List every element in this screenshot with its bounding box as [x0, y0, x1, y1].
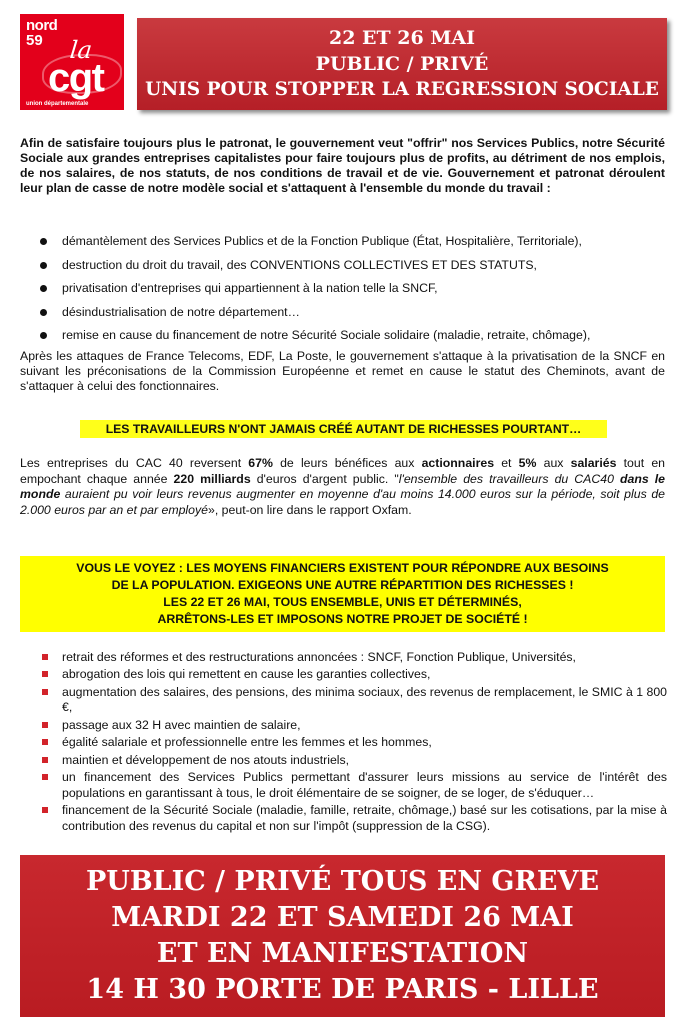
list-item: démantèlement des Services Publics et de la Fonction Publique (État, Hospitalière, Territoriale), — [40, 234, 660, 249]
richesses-heading: LES TRAVAILLEURS N'ONT JAMAIS CRÉÉ AUTANT DE RICHESSES POURTANT… — [80, 420, 607, 438]
bullet-square-icon — [42, 722, 48, 728]
logo-subtitle: union départementale — [26, 101, 89, 107]
intro-paragraph: Afin de satisfaire toujours plus le patronat, le gouvernement veut "offrir" nos Services Publics, notre Sécurité Sociale aux grandes entreprises capitalistes pour faire toujours plus de profits, au détriment de nos emplois, de nos salaires, de nos statuts, de nos conditions de travail et de vie. Gouvernement et patronat déroulent leur plan de casse de notre modèle social et s'attaquent à l'ensemble du monde du travail : — [20, 136, 665, 195]
cac40-paragraph: Les entreprises du CAC 40 reversent 67% de leurs bénéfices aux actionnaires et 5% aux salariés tout en empochant chaque année 220 milliards d'euros d'argent public. "l'ensemble des travailleurs du CAC40 dans le monde auraient pu voir leurs revenus augmenter en moyenne d'au moins 14.000 euros sur la période, soit plus de 2.000 euros par an et par employé», peut-on lire dans le rapport Oxfam. — [20, 456, 665, 517]
callout-line-2: DE LA POPULATION. EXIGEONS UNE AUTRE RÉPARTITION DES RICHESSES ! — [111, 578, 574, 592]
list-item: remise en cause du financement de notre Sécurité Sociale solidaire (maladie, retraite, chômage), — [40, 328, 660, 343]
logo-region-number: 59 — [26, 32, 43, 49]
bullet-square-icon — [42, 689, 48, 695]
bullet-dot-icon — [40, 332, 47, 339]
title-line-2: PUBLIC / PRIVÉ — [315, 53, 489, 75]
bullet-square-icon — [42, 774, 48, 780]
list-item: financement de la Sécurité Sociale (maladie, famille, retraite, chômage,) basé sur les cotisations, par la mise à contribution des revenus du capital et non sur l'impôt (suppression de la CSG). — [42, 803, 667, 834]
logo-cgt: cgt — [48, 56, 104, 100]
list-item: un financement des Services Publics permettant d'assurer leurs missions au service de l'intérêt des populations en garantissant à tous, le droit élémentaire de se soigner, de se loger, de s'éduquer… — [42, 770, 667, 801]
callout-line-1: VOUS LE VOYEZ : LES MOYENS FINANCIERS EXISTENT POUR RÉPONDRE AUX BESOINS — [76, 561, 609, 575]
privatisation-paragraph: Après les attaques de France Telecoms, EDF, La Poste, le gouvernement s'attaque à la privatisation de la SNCF en suivant les préconisations de la Commission Européenne et remet en cause le statut des Cheminots, avant de s'attaquer à celui des fonctionnaires. — [20, 349, 665, 393]
list-item: maintien et développement de nos atouts industriels, — [42, 753, 667, 769]
strike-line-1: PUBLIC / PRIVÉ TOUS EN GREVE — [85, 866, 600, 897]
cgt-logo — [20, 14, 124, 110]
attacks-list — [40, 234, 660, 352]
list-item: privatisation d'entreprises qui appartiennent à la nation telle la SNCF, — [40, 281, 660, 296]
logo-la: la — [68, 36, 94, 64]
strike-line-2: MARDI 22 ET SAMEDI 26 MAI — [111, 902, 574, 933]
bullet-dot-icon — [40, 238, 47, 245]
list-item: retrait des réformes et des restructurations annoncées : SNCF, Fonction Publique, Universités, — [42, 650, 667, 666]
list-item: désindustrialisation de notre département… — [40, 305, 660, 320]
bullet-dot-icon — [40, 262, 47, 269]
bullet-square-icon — [42, 654, 48, 660]
title-line-3: UNIS POUR STOPPER LA REGRESSION SOCIALE — [145, 79, 659, 100]
list-item: destruction du droit du travail, des CONVENTIONS COLLECTIVES ET DES STATUTS, — [40, 258, 660, 273]
list-item: abrogation des lois qui remettent en cause les garanties collectives, — [42, 667, 667, 683]
callout-line-3: LES 22 ET 26 MAI, TOUS ENSEMBLE, UNIS ET DÉTERMINÉS, — [163, 595, 522, 609]
strike-line-4: 14 H 30 PORTE DE PARIS - LILLE — [86, 974, 599, 1005]
title-line-1: 22 ET 26 MAI — [328, 27, 475, 49]
list-item: égalité salariale et professionnelle entre les femmes et les hommes, — [42, 735, 667, 751]
bullet-square-icon — [42, 739, 48, 745]
bullet-dot-icon — [40, 309, 47, 316]
list-item: augmentation des salaires, des pensions, des minima sociaux, des revenus de remplacement, le SMIC à 1 800 €, — [42, 685, 667, 716]
bullet-square-icon — [42, 807, 48, 813]
bullet-square-icon — [42, 757, 48, 763]
callout-line-4: ARRÊTONS-LES ET IMPOSONS NOTRE PROJET DE SOCIÉTÉ ! — [157, 612, 528, 626]
strike-banner — [20, 855, 665, 1017]
bullet-dot-icon — [40, 285, 47, 292]
callout-box — [20, 556, 665, 632]
list-item: passage aux 32 H avec maintien de salaire, — [42, 718, 667, 734]
bullet-square-icon — [42, 671, 48, 677]
strike-line-3: ET EN MANIFESTATION — [156, 938, 529, 969]
title-banner — [137, 18, 667, 110]
demands-list — [42, 650, 667, 836]
logo-region-name: nord — [26, 17, 58, 34]
